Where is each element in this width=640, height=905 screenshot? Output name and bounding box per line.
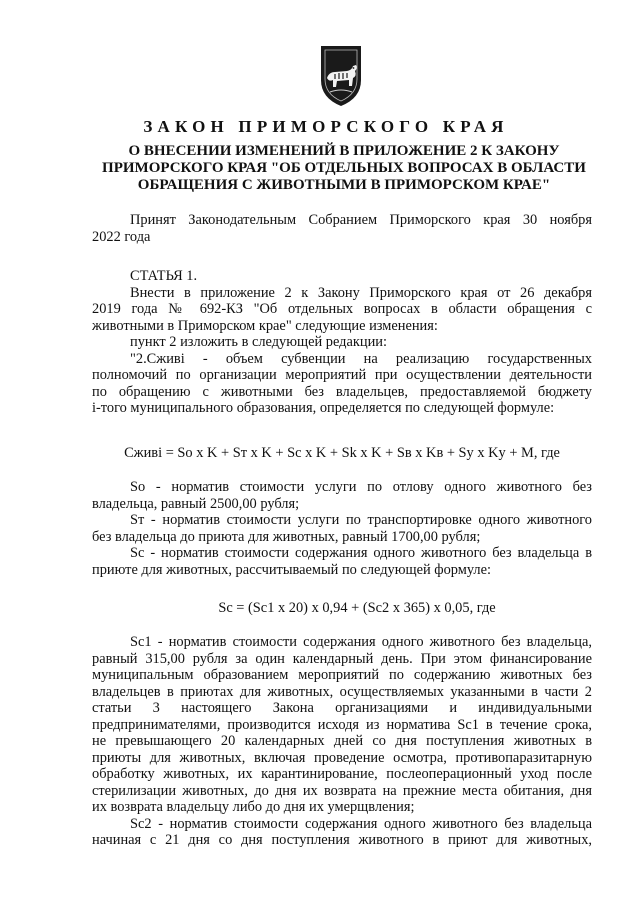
- body-line: Sс - норматив стоимости содержания одного животного без владельца в: [130, 545, 592, 561]
- subtitle-line: ОБРАЩЕНИЯ С ЖИВОТНЫМИ В ПРИМОРСКОМ КРАЕ": [137, 177, 551, 193]
- adoption-line: 2022 года: [92, 228, 151, 245]
- body-line: пункт 2 изложить в следующей редакции:: [130, 334, 387, 350]
- body-line: i-того муниципального образования, определяется по следующей формуле:: [92, 400, 555, 416]
- body-line: "2.Сживі - объем субвенции на реализацию государственных: [130, 350, 592, 367]
- body-line: Sс1 - норматив стоимости содержания одного животного без владельца,: [130, 634, 592, 650]
- body-line: начиная с 21 дня со дня поступления животного в приют для животных,: [92, 832, 592, 848]
- body-line: не превышающего 20 календарных дней со дня поступления животных в: [92, 733, 592, 749]
- body-line: по обращению с животными без владельцев, предоставляемой бюджету: [92, 383, 592, 400]
- body-line: статьи 3 настоящего Закона организациями и индивидуальными: [92, 700, 592, 716]
- body-line: So - норматив стоимости услуги по отлову одного животного без: [130, 479, 592, 495]
- body-line: приюты для животных, включая проведение осмотра, противопаразитарную: [92, 749, 592, 766]
- body-line: владельцев в приютах для животных, осуществляемых указанными в части 2: [92, 683, 592, 700]
- body-line: владельца, равный 2500,00 рубля;: [92, 495, 300, 512]
- body-line: их возврата владельцу либо до дня их умерщвления;: [92, 799, 415, 815]
- coat-of-arms-emblem: [318, 44, 364, 108]
- body-line: 2019 года № 692-КЗ "Об отдельных вопросах в области обращения с: [92, 301, 592, 317]
- body-line: стерилизации животных, до дня их возврата на прежние места обитания, дня: [92, 782, 592, 799]
- body-line: без владельца до приюта для животных, равный 1700,00 рубля;: [92, 528, 481, 545]
- law-title: ЗАКОН ПРИМОРСКОГО КРАЯ: [143, 117, 509, 136]
- body-line: Sс2 - норматив стоимости содержания одного животного без владельца: [130, 815, 592, 832]
- body-line: Sт - норматив стоимости услуги по транспортировке одного животного: [130, 512, 592, 528]
- formula-main: Сживі = So x K + Sт x K + Sс x K + Sk x K + Sв x Kв + Sy x Ky + M, где: [124, 445, 560, 461]
- body-line: равный 315,00 рубля за один календарный день. При этом финансирование: [92, 650, 592, 667]
- body-line: Внести в приложение 2 к Закону Приморского края от 26 декабря: [130, 284, 592, 301]
- article-body: [92, 268, 592, 417]
- adoption-note: [92, 212, 592, 245]
- article-heading: СТАТЬЯ 1.: [130, 268, 198, 284]
- sc1-paragraph: [92, 634, 592, 849]
- definitions-block: [92, 479, 592, 578]
- body-line: муниципальным образованием мероприятий по содержанию животных без: [92, 667, 592, 683]
- body-line: животными в Приморском крае" следующие изменения:: [92, 317, 438, 334]
- body-line: предпринимателями, производится исходя из норматива Sс1 в течение срока,: [92, 716, 592, 733]
- body-line: приюте для животных, рассчитываемый по следующей формуле:: [92, 561, 491, 578]
- law-subtitle: [96, 143, 592, 194]
- body-line: обработку животных, их карантинирование, послеоперационный уход после: [92, 766, 592, 782]
- body-line: полномочий по организации мероприятий при осуществлении деятельности: [92, 367, 592, 383]
- subtitle-line: О ВНЕСЕНИИ ИЗМЕНЕНИЙ В ПРИЛОЖЕНИЕ 2 К ЗАКОНУ: [128, 143, 560, 159]
- formula-sc: Sс = (Sс1 x 20) x 0,94 + (Sс2 x 365) x 0,05, где: [218, 600, 496, 616]
- subtitle-line: ПРИМОРСКОГО КРАЯ "ОБ ОТДЕЛЬНЫХ ВОПРОСАХ В ОБЛАСТИ: [102, 160, 586, 176]
- adoption-line: Принят Законодательным Собранием Приморского края 30 ноября: [130, 212, 592, 228]
